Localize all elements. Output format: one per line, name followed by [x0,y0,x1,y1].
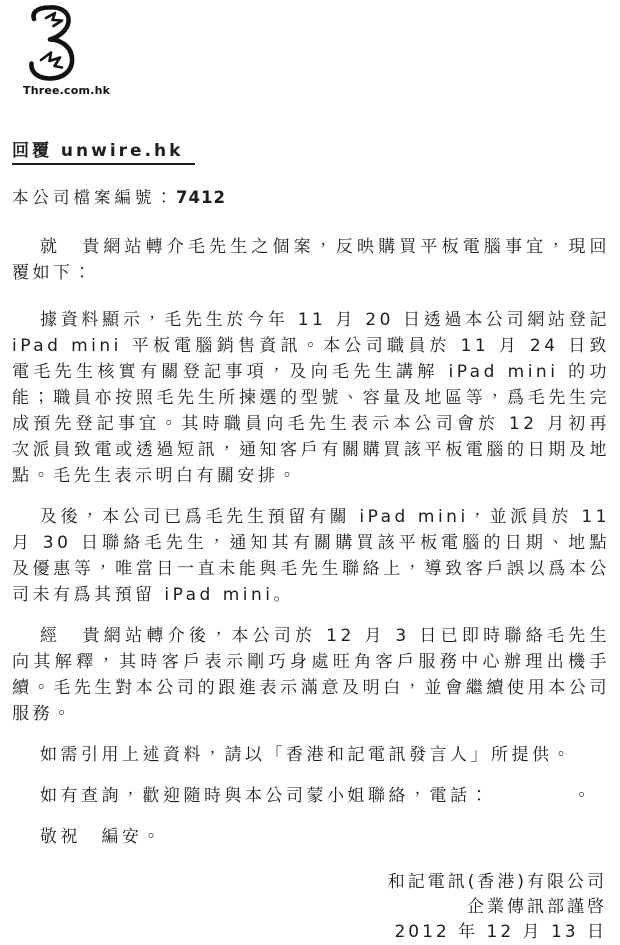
paragraph-contact: 如有查詢，歡迎隨時與本公司蒙小姐聯絡，電話： 。 [40,786,594,806]
file-reference-number: 7412 [176,188,226,207]
reply-heading [12,141,610,165]
logo-brand-label: Three.com.hk [23,84,111,97]
reply-heading-text: 回覆 unwire.hk [12,141,195,165]
file-reference-label: 本公司檔案編號： [12,188,176,207]
signature-company: 和記電訊(香港)有限公司 [387,872,607,892]
paragraph-closing: 敬祝 編安。 [40,827,163,847]
paragraph-registration: 據資料顯示，毛先生於今年 11 月 20 日透過本公司網站登記 iPad mini 平板電腦銷售資訊。本公司職員於 11 月 24 日致電毛先生核實有關登記事項，及向毛先生講解 iPad mini 的功能；職員亦按照毛先生所揀選的型號、容量及地區等，爲毛先生完成預先登記事宜。其時職員向毛先生表示本公司會於 12 月初再次派員致電或透過短訊，通知客戶有關購買該平板電腦的日期及地點。毛先生表示明白有關安排。 [12,310,610,486]
signature-block [12,870,610,945]
file-reference [12,188,610,208]
signature-date: 2012 年 12 月 13 日 [394,922,607,942]
paragraph-followup: 經 貴網站轉介後，本公司於 12 月 3 日已即時聯絡毛先生向其解釋，其時客戶表示剛巧身處旺角客戶服務中心辦理出機手續。毛先生對本公司的跟進表示滿意及明白，並會繼續使用本公司服務。 [12,626,610,724]
paragraph-quote-notice: 如需引用上述資料，請以「香港和記電訊發言人」所提供。 [40,745,573,765]
signature-department: 企業傳訊部謹啓 [467,897,607,917]
logo-block [0,0,132,97]
letter-body [0,141,620,945]
paragraph-intro: 就 貴網站轉介毛先生之個案，反映購買平板電腦事宜，現回覆如下： [12,237,610,283]
three-logo-icon [22,5,78,81]
paragraph-reservation: 及後，本公司已爲毛先生預留有關 iPad mini，並派員於 11 月 30 日聯絡毛先生，通知其有關購買該平板電腦的日期、地點及優惠等，唯當日一直未能與毛先生聯絡上，導致客戶誤以爲本公司未有爲其預留 iPad mini。 [12,507,610,605]
